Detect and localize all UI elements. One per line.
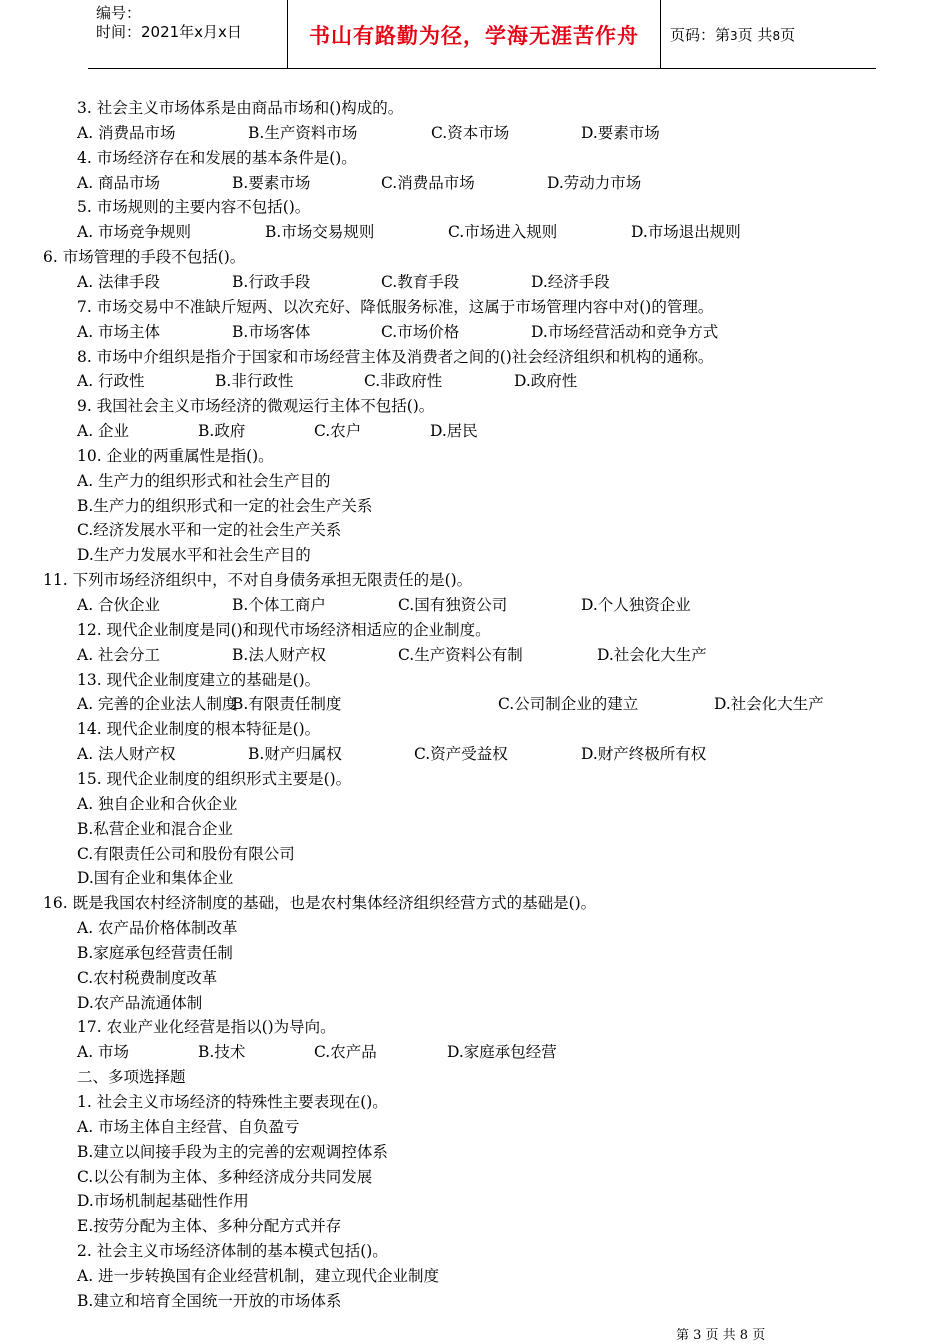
text-line: 12. 现代企业制度是同()和现代市场经济相适应的企业制度。 xyxy=(77,620,491,639)
answer-option: D.社会化大生产 xyxy=(714,695,824,714)
answer-option: A. 市场主体 xyxy=(77,322,161,341)
answer-option: A. 商品市场 xyxy=(77,173,161,192)
page-footer: 第 3 页 共 8 页 xyxy=(676,1328,766,1343)
question-line-outdent: 6. 市场管理的手段不包括()。 xyxy=(43,248,246,267)
text-line: B.建立以间接手段为主的完善的宏观调控体系 xyxy=(77,1142,388,1161)
answer-option: A. 消费品市场 xyxy=(77,123,176,142)
answer-option: B.个体工商户 xyxy=(232,596,326,614)
answer-option: B.技术 xyxy=(198,1043,246,1062)
answer-option: A. 法律手段 xyxy=(77,272,161,291)
text-line: D.生产力发展水平和社会生产目的 xyxy=(77,546,311,565)
answer-option: D.要素市场 xyxy=(581,123,660,142)
answer-option: C.公司制企业的建立 xyxy=(498,695,639,714)
answer-option: B.市场交易规则 xyxy=(265,223,375,242)
text-line: C.农村税费制度改革 xyxy=(77,968,218,987)
text-line: 2. 社会主义市场经济体制的基本模式包括()。 xyxy=(77,1242,388,1261)
answer-option: A. 社会分工 xyxy=(77,645,161,664)
answer-option: B.要素市场 xyxy=(232,173,311,192)
answer-option: D.劳动力市场 xyxy=(547,173,642,192)
answer-option: D.政府性 xyxy=(514,372,578,391)
header-divider xyxy=(660,0,661,68)
answer-option: D.家庭承包经营 xyxy=(447,1043,557,1062)
answer-option: B.行政手段 xyxy=(232,272,311,291)
answer-option: D.个人独资企业 xyxy=(581,596,691,614)
answer-options xyxy=(0,1040,880,1064)
text-line: C.经济发展水平和一定的社会生产关系 xyxy=(77,521,342,540)
question-line-outdent: 11. 下列市场经济组织中，不对自身债务承担无限责任的是()。 xyxy=(43,571,473,590)
answer-option: A. 企业 xyxy=(77,422,130,441)
text-line: 8. 市场中介组织是指介于国家和市场经营主体及消费者之间的()社会经济组织和机构的通称。 xyxy=(77,347,714,366)
answer-option: C.农产品 xyxy=(314,1043,377,1062)
text-line: 4. 市场经济存在和发展的基本条件是()。 xyxy=(77,148,357,167)
answer-option: B.有限责任制度 xyxy=(232,695,342,714)
text-line: 3. 社会主义市场体系是由商品市场和()构成的。 xyxy=(77,99,404,117)
answer-option: B.非行政性 xyxy=(215,372,294,391)
answer-options xyxy=(0,593,880,617)
number-label: 编号： xyxy=(96,4,142,22)
text-line: C.以公有制为主体、多种经济成分共同发展 xyxy=(77,1167,373,1186)
answer-option: D.市场经营活动和竞争方式 xyxy=(531,322,719,341)
text-line: 14. 现代企业制度的根本特征是()。 xyxy=(77,720,321,739)
text-line: 7. 市场交易中不准缺斤短两、以次充好、降低服务标准，这属于市场管理内容中对()的管理。 xyxy=(77,297,714,316)
text-line: D.农产品流通体制 xyxy=(77,993,203,1012)
answer-options xyxy=(0,171,880,195)
page-header xyxy=(88,0,876,69)
text-line: 二、多项选择题 xyxy=(77,1068,186,1087)
text-line: 15. 现代企业制度的组织形式主要是()。 xyxy=(77,769,352,788)
answer-options xyxy=(0,419,880,443)
answer-option: A. 市场 xyxy=(77,1043,130,1062)
answer-option: D.市场退出规则 xyxy=(631,223,741,242)
header-meta xyxy=(96,4,242,42)
answer-options xyxy=(0,121,880,145)
text-line: 13. 现代企业制度建立的基础是()。 xyxy=(77,670,321,689)
answer-option: C.教育手段 xyxy=(381,272,460,291)
text-line: A. 进一步转换国有企业经营机制，建立现代企业制度 xyxy=(77,1266,440,1285)
answer-option: C.生产资料公有制 xyxy=(398,645,523,664)
answer-option: C.农户 xyxy=(314,422,362,441)
answer-option: C.消费品市场 xyxy=(381,173,475,192)
text-line: B.家庭承包经营责任制 xyxy=(77,943,233,962)
header-motto: 书山有路勤为径，学海无涯苦作舟 xyxy=(309,23,639,48)
answer-options xyxy=(0,643,880,667)
text-line: A. 农产品价格体制改革 xyxy=(77,919,238,938)
answer-option: A. 合伙企业 xyxy=(77,596,161,614)
answer-option: A. 法人财产权 xyxy=(77,745,176,764)
answer-option: D.社会化大生产 xyxy=(597,645,707,664)
text-line: A. 独自企业和合伙企业 xyxy=(77,794,238,813)
text-line: 10. 企业的两重属性是指()。 xyxy=(77,446,274,465)
text-line: D.国有企业和集体企业 xyxy=(77,869,234,888)
answer-option: D.财产终极所有权 xyxy=(581,745,707,764)
answer-option: D.居民 xyxy=(430,422,478,441)
text-line: 17. 农业产业化经营是指以()为导向。 xyxy=(77,1018,336,1037)
answer-option: D.经济手段 xyxy=(531,272,610,291)
answer-option: A. 完善的企业法人制度 xyxy=(77,695,238,714)
text-line: D.市场机制起基础性作用 xyxy=(77,1192,249,1211)
answer-option: C.国有独资公司 xyxy=(398,596,508,614)
answer-option: C.非政府性 xyxy=(364,372,443,391)
answer-option: A. 行政性 xyxy=(77,372,145,391)
answer-option: B.市场客体 xyxy=(232,322,311,341)
question-line-outdent: 16. 既是我国农村经济制度的基础，也是农村集体经济组织经营方式的基础是()。 xyxy=(43,894,597,913)
text-line: 9. 我国社会主义市场经济的微观运行主体不包括()。 xyxy=(77,397,435,416)
text-line: A. 生产力的组织形式和社会生产目的 xyxy=(77,471,331,490)
answer-options xyxy=(0,220,880,244)
answer-options xyxy=(0,692,880,716)
text-line: B.私营企业和混合企业 xyxy=(77,819,233,838)
text-line: 5. 市场规则的主要内容不包括()。 xyxy=(77,198,311,217)
answer-option: B.政府 xyxy=(198,422,246,441)
text-line: C.有限责任公司和股份有限公司 xyxy=(77,844,295,863)
answer-options xyxy=(0,742,880,766)
answer-option: B.法人财产权 xyxy=(232,645,326,664)
answer-option: B.财产归属权 xyxy=(248,745,342,764)
answer-option: C.市场价格 xyxy=(381,322,460,341)
text-line: B.生产力的组织形式和一定的社会生产关系 xyxy=(77,496,373,515)
header-page-number: 页码：第3页 共8页 xyxy=(670,26,796,44)
answer-options xyxy=(0,369,880,393)
answer-option: C.资产受益权 xyxy=(414,745,508,764)
date-label: 时间：2021年x月x日 xyxy=(96,23,242,41)
text-line: 1. 社会主义市场经济的特殊性主要表现在()。 xyxy=(77,1093,388,1111)
answer-options xyxy=(0,270,880,294)
answer-option: B.生产资料市场 xyxy=(248,123,358,142)
answer-option: A. 市场竞争规则 xyxy=(77,223,192,242)
text-line: B.建立和培育全国统一开放的市场体系 xyxy=(77,1291,342,1310)
answer-option: C.资本市场 xyxy=(431,123,510,142)
answer-options xyxy=(0,320,880,344)
answer-option: C.市场进入规则 xyxy=(448,223,558,242)
text-line: E.按劳分配为主体、多种分配方式并存 xyxy=(77,1217,342,1236)
text-line: A. 市场主体自主经营、自负盈亏 xyxy=(77,1117,300,1136)
